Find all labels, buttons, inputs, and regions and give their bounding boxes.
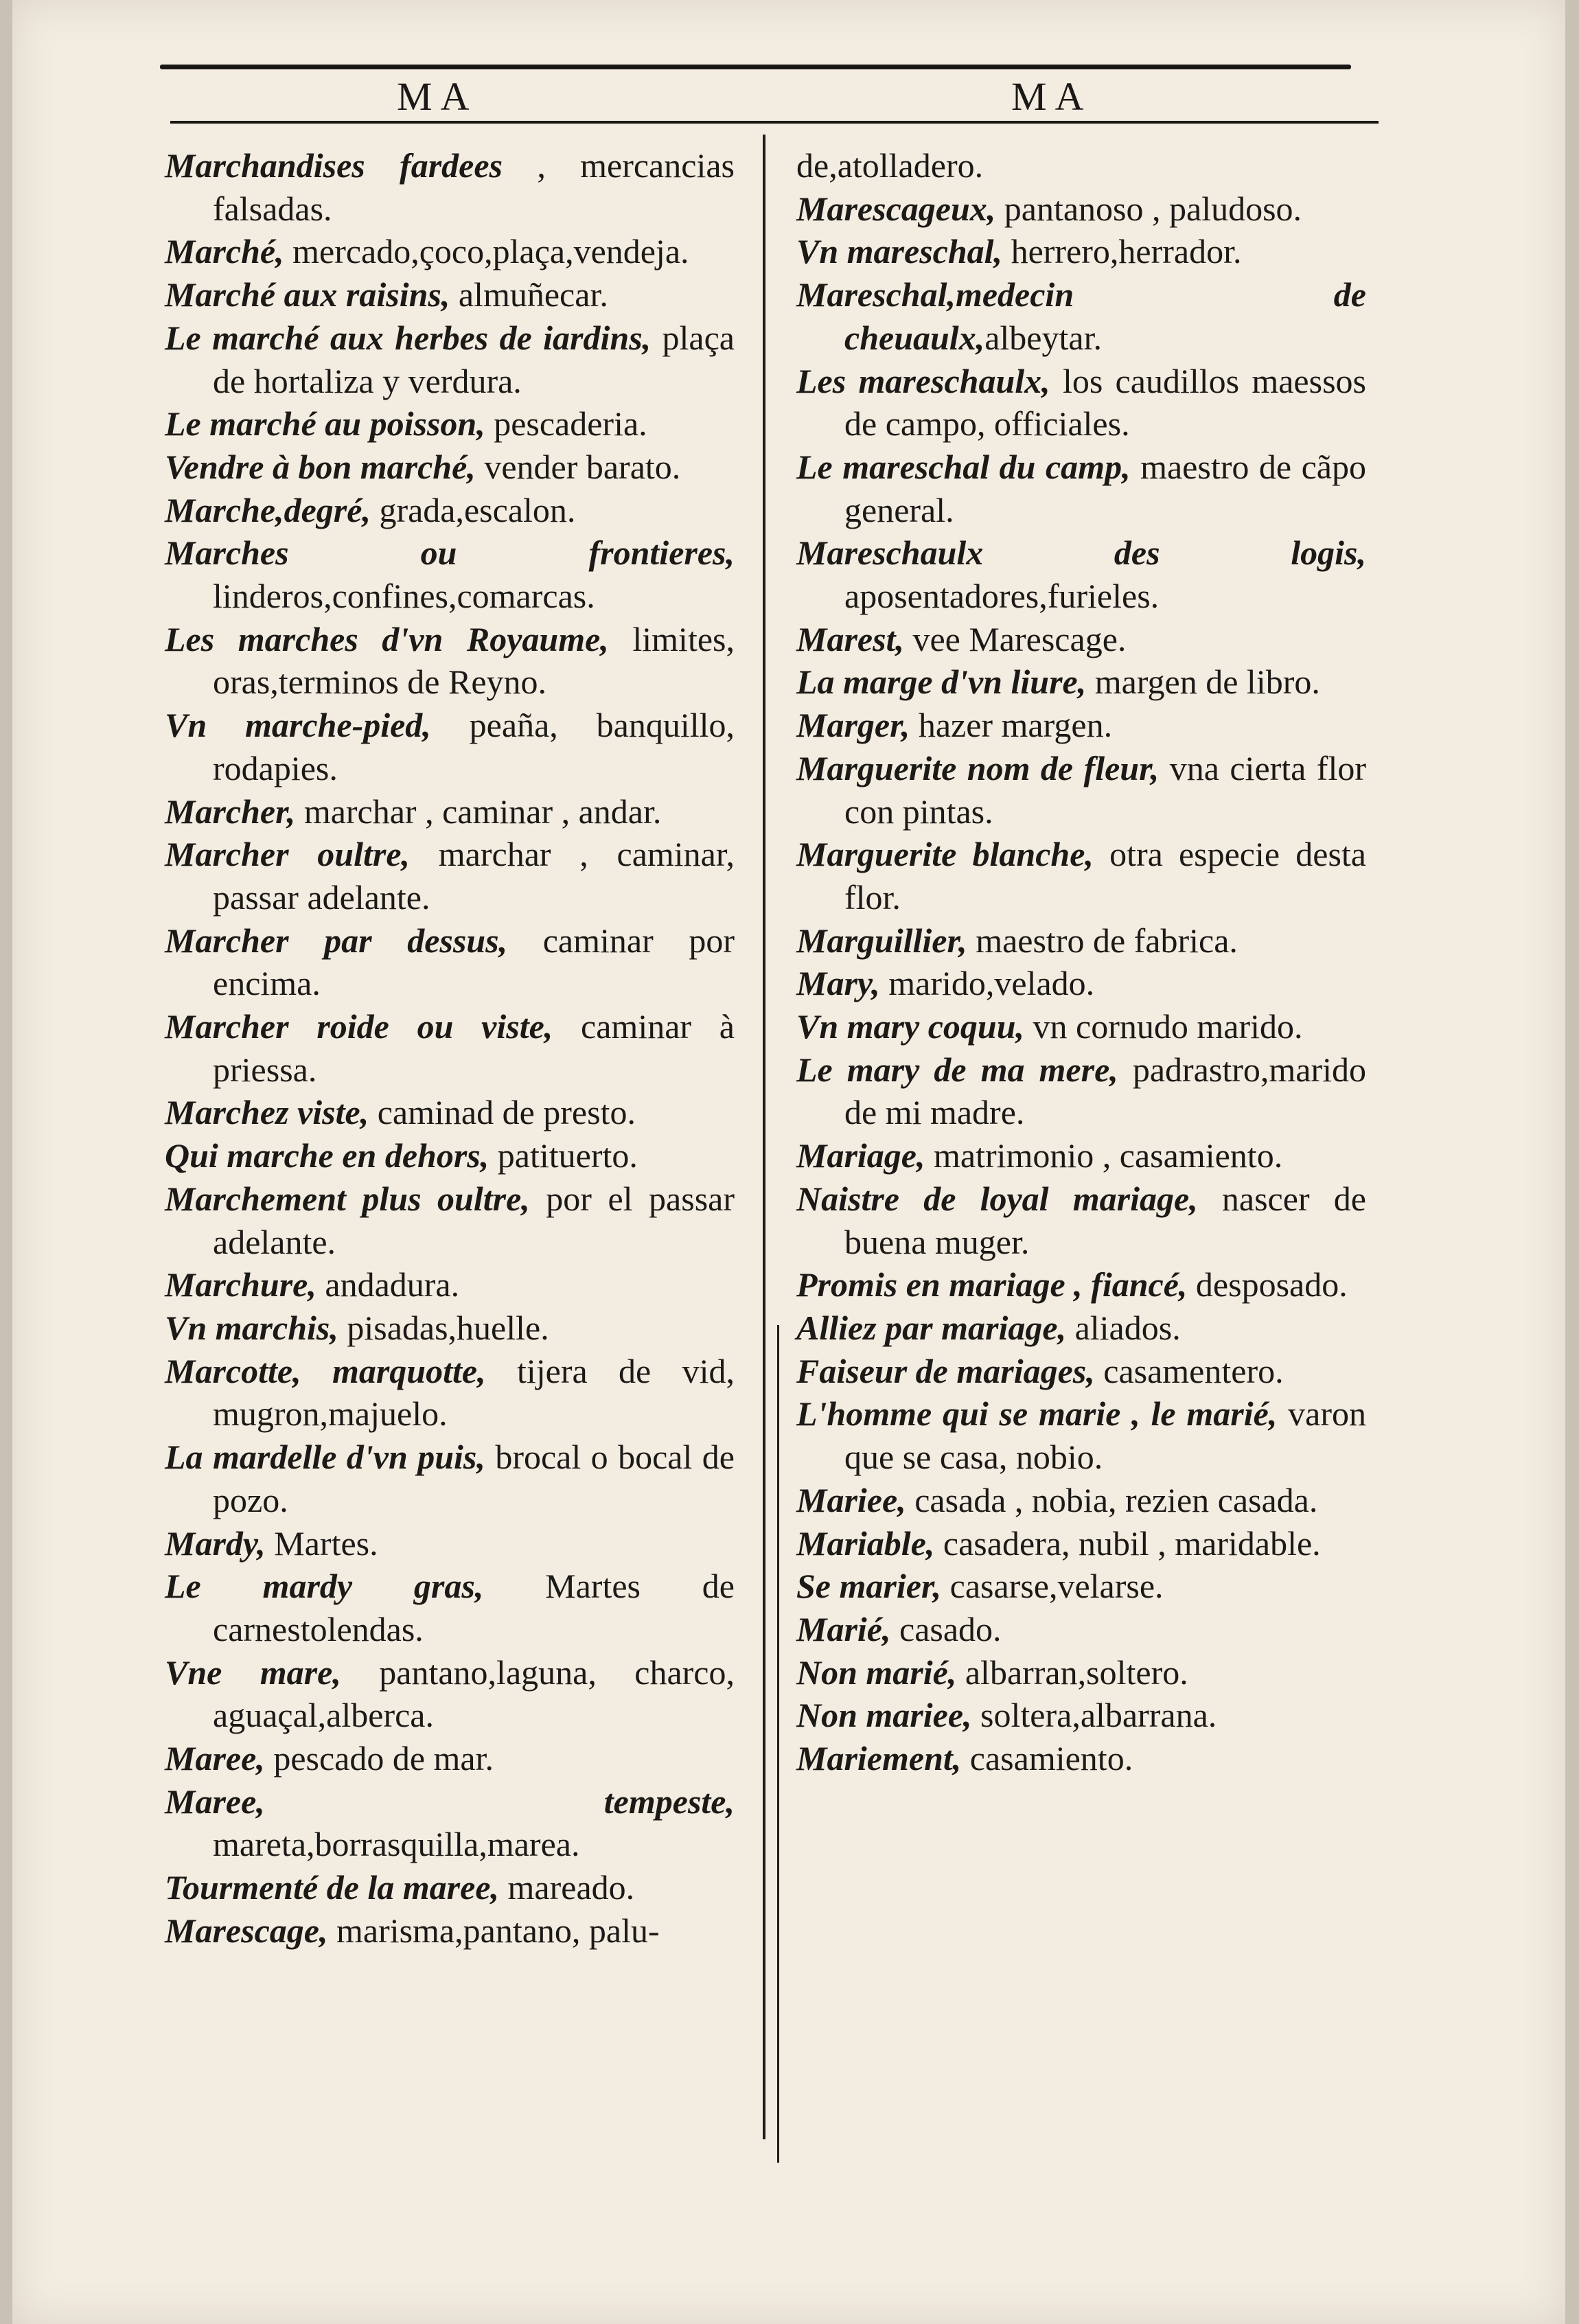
dictionary-entry: [796, 962, 1366, 1005]
dictionary-entry: [165, 1177, 735, 1263]
entry-headword: La marge d'vn liure,: [796, 663, 1087, 702]
dictionary-entry: [165, 704, 735, 790]
entry-translation: otra especie desta flor.: [844, 835, 1366, 917]
entry-translation: mareado.: [499, 1868, 635, 1907]
entry-translation: casadera, nubil , maridable.: [934, 1523, 1321, 1563]
dictionary-entry: [165, 833, 735, 919]
entry-translation: marisma,pantano, palu-: [327, 1911, 660, 1950]
entry-headword: Marguillier,: [796, 921, 967, 960]
entry-headword: Vn mary coquu,: [796, 1007, 1025, 1046]
entry-translation: hazer margen.: [910, 706, 1113, 745]
dictionary-entry: [796, 618, 1366, 661]
entry-translation: albarran,soltero.: [956, 1653, 1188, 1692]
dictionary-entry: [165, 1522, 735, 1565]
dictionary-entry: [796, 187, 1366, 231]
dictionary-entry: [165, 618, 735, 704]
dictionary-entry: [165, 1263, 735, 1307]
entry-headword: Mariable,: [796, 1523, 935, 1563]
dictionary-entry: [796, 1694, 1366, 1737]
dictionary-entry: [165, 919, 735, 1005]
entry-translation: maestro de fabrica.: [967, 921, 1238, 960]
dictionary-entry: [796, 660, 1366, 704]
entry-translation: almuñecar.: [450, 275, 608, 314]
entry-translation: peaña, banquillo, rodapies.: [213, 706, 735, 787]
dictionary-entry: [165, 446, 735, 489]
entry-translation: casamiento.: [961, 1739, 1133, 1778]
entry-translation: caminad de presto.: [369, 1093, 636, 1132]
entry-headword: Naistre de loyal mariage,: [796, 1179, 1198, 1218]
dictionary-entry: [796, 1392, 1366, 1478]
entry-translation: mercado,çoco,plaça,vendeja.: [284, 232, 689, 271]
entry-headword: Mareschaulx des logis,: [796, 533, 1366, 573]
entry-translation: varon que se casa, nobio.: [844, 1394, 1366, 1477]
dictionary-entry: [165, 1005, 735, 1091]
entry-headword: Marchure,: [165, 1265, 316, 1304]
dictionary-entry: [796, 1350, 1366, 1393]
entry-headword: Marescage,: [165, 1911, 328, 1950]
entry-translation: vn cornudo marido.: [1024, 1007, 1303, 1046]
entry-headword: Le marché au poisson,: [165, 404, 485, 444]
column-divider: [763, 135, 765, 2139]
dictionary-entry: [165, 1780, 735, 1866]
dictionary-entry: [165, 1350, 735, 1436]
dictionary-entry: [796, 1737, 1366, 1780]
entry-translation: limites, oras,terminos de Reyno.: [213, 619, 735, 702]
dictionary-entry: [796, 1134, 1366, 1177]
entry-translation: pantanoso , paludoso.: [995, 189, 1302, 228]
entry-translation: albeytar.: [984, 318, 1102, 357]
entry-headword: Le marché aux herbes de iardins,: [165, 318, 652, 357]
entry-headword: Maree,: [165, 1739, 265, 1778]
entry-translation: plaça de hortaliza y verdura.: [213, 318, 735, 400]
dictionary-entry: [796, 1522, 1366, 1565]
entry-translation: pescaderia.: [485, 404, 647, 444]
dictionary-entry: [796, 1307, 1366, 1350]
entry-headword: Promis en mariage , fiancé,: [796, 1265, 1188, 1304]
dictionary-entry: [796, 919, 1366, 963]
entry-headword: Vn marche-pied,: [165, 706, 431, 745]
entry-translation: desposado.: [1187, 1265, 1348, 1304]
entry-translation: pantano,laguna, charco, aguaçal,alberca.: [213, 1653, 735, 1735]
top-rule: [160, 65, 1351, 69]
dictionary-entry: [796, 446, 1366, 531]
entry-headword: Alliez par mariage,: [796, 1308, 1067, 1347]
entry-translation: maestro de cãpo general.: [844, 447, 1366, 529]
dictionary-entry: [796, 230, 1366, 273]
entry-headword: Se marier,: [796, 1567, 942, 1606]
entry-translation: tijera de vid, mugron,majuelo.: [213, 1351, 735, 1434]
dictionary-entry: [796, 273, 1366, 359]
entry-headword: Marguerite nom de fleur,: [796, 748, 1160, 787]
running-head-right: MA: [1011, 74, 1092, 119]
dictionary-entry: [165, 1436, 735, 1521]
entry-headword: Marcher par dessus,: [165, 921, 508, 960]
entry-headword: Le mardy gras,: [165, 1567, 484, 1606]
column-divider-secondary: [777, 1325, 779, 2163]
dictionary-entry: [165, 273, 735, 317]
header-rule: [170, 121, 1379, 124]
entry-translation: caminar por encima.: [213, 921, 735, 1003]
entry-headword: Mardy,: [165, 1523, 266, 1563]
entry-headword: Mary,: [796, 964, 880, 1003]
dictionary-entry: [796, 1263, 1366, 1307]
entry-translation: margen de libro.: [1086, 663, 1320, 702]
book-page: [12, 0, 1565, 2324]
dictionary-entry: [165, 1307, 735, 1350]
entry-translation: matrimonio , casamiento.: [925, 1136, 1283, 1175]
entry-headword: Non mariee,: [796, 1696, 972, 1735]
entry-headword: Marchandises fardees: [165, 146, 503, 185]
entry-headword: Faiseur de mariages,: [796, 1351, 1095, 1390]
dictionary-entry: [165, 1866, 735, 1909]
running-head-left: MA: [397, 74, 478, 119]
entry-translation: nascer de buena muger.: [844, 1179, 1366, 1261]
dictionary-entry: [165, 1737, 735, 1780]
entry-translation: , mercancias falsadas.: [213, 146, 735, 228]
entry-headword: Mariage,: [796, 1136, 925, 1175]
dictionary-entry: [165, 317, 735, 402]
entry-translation: patituerto.: [489, 1136, 638, 1175]
entry-headword: Mariee,: [796, 1480, 906, 1519]
dictionary-entry: [165, 402, 735, 446]
entry-translation: Martes de carnestolendas.: [213, 1567, 735, 1648]
entry-translation: por el passar adelante.: [213, 1179, 735, 1261]
entry-translation: vender barato.: [475, 447, 681, 486]
entry-headword: Maree, tempeste,: [165, 1782, 735, 1821]
left-column: [165, 144, 735, 1953]
entry-translation: brocal o bocal de pozo.: [213, 1438, 735, 1519]
entry-translation: marchar , caminar, passar adelante.: [213, 835, 735, 917]
entry-headword: Tourmenté de la maree,: [165, 1868, 500, 1907]
dictionary-entry: [796, 704, 1366, 747]
entry-translation: casado.: [890, 1609, 1002, 1648]
dictionary-entry: [165, 489, 735, 532]
dictionary-entry: [796, 1651, 1366, 1694]
entry-headword: Les mareschaulx,: [796, 361, 1050, 400]
entry-translation: grada,escalon.: [370, 490, 576, 529]
dictionary-entry: [796, 1608, 1366, 1651]
dictionary-entry: [796, 531, 1366, 617]
entry-headword: Marché,: [165, 232, 284, 271]
entry-headword: Marchez viste,: [165, 1093, 369, 1132]
entry-headword: Vn marchis,: [165, 1308, 338, 1347]
dictionary-entry: [165, 1091, 735, 1134]
entry-translation: los caudillos maessos de campo, officiales.: [844, 361, 1366, 444]
dictionary-entry: [165, 230, 735, 273]
entry-headword: Marches ou frontieres,: [165, 533, 735, 573]
dictionary-entry: [796, 1479, 1366, 1522]
entry-translation: marchar , caminar , andar.: [295, 792, 662, 831]
entry-headword: Vne mare,: [165, 1653, 341, 1692]
entry-headword: Non marié,: [796, 1653, 957, 1692]
entry-translation: caminar à priessa.: [213, 1007, 735, 1089]
dictionary-entry: [796, 1177, 1366, 1263]
entry-headword: Mareschal,medecin de cheuaulx,: [796, 275, 1366, 357]
entry-headword: L'homme qui se marie , le marié,: [796, 1394, 1278, 1434]
entry-headword: Le mareschal du camp,: [796, 447, 1131, 486]
entry-translation: mareta,borrasquilla,marea.: [213, 1825, 580, 1864]
entry-headword: Marger,: [796, 706, 910, 745]
entry-translation: casamentero.: [1094, 1351, 1284, 1390]
entry-translation: vna cierta flor con pintas.: [844, 748, 1366, 831]
entry-translation: pisadas,huelle.: [338, 1308, 549, 1347]
entry-translation: linderos,confines,comarcas.: [213, 577, 595, 616]
entry-headword: Marest,: [796, 619, 904, 658]
dictionary-entry: [165, 1134, 735, 1177]
dictionary-entry: [165, 144, 735, 230]
dictionary-entry: [165, 790, 735, 833]
entry-translation: aliados.: [1066, 1308, 1181, 1347]
entry-translation: casada , nobia, rezien casada.: [906, 1480, 1318, 1519]
dictionary-entry: [796, 747, 1366, 833]
entry-headword: Marche,degré,: [165, 490, 371, 529]
entry-headword: Qui marche en dehors,: [165, 1136, 489, 1175]
entry-translation: Martes.: [265, 1523, 378, 1563]
entry-headword: Marché aux raisins,: [165, 275, 450, 314]
entry-headword: Le mary de ma mere,: [796, 1050, 1118, 1089]
entry-translation: marido,velado.: [879, 964, 1095, 1003]
entry-translation: soltera,albarrana.: [971, 1696, 1217, 1735]
dictionary-entry: [796, 1565, 1366, 1608]
dictionary-entry: [165, 531, 735, 617]
right-column: [796, 144, 1366, 1780]
entry-translation: aposentadores,furieles.: [844, 577, 1160, 616]
entry-headword: La mardelle d'vn puis,: [165, 1438, 485, 1477]
dictionary-entry: [796, 1048, 1366, 1134]
dictionary-entry: [165, 1565, 735, 1650]
entry-headword: Marescageux,: [796, 189, 996, 228]
entry-translation: vee Marescage.: [903, 619, 1127, 658]
entry-headword: Marcher roide ou viste,: [165, 1007, 553, 1046]
entry-headword: Marcher,: [165, 792, 296, 831]
entry-headword: Les marches d'vn Royaume,: [165, 619, 609, 658]
dictionary-entry: [796, 144, 1366, 187]
dictionary-entry: [165, 1909, 735, 1953]
entry-headword: Marcotte, marquotte,: [165, 1351, 486, 1390]
entry-headword: Marchement plus oultre,: [165, 1179, 530, 1218]
dictionary-entry: [165, 1651, 735, 1737]
dictionary-entry: [796, 1005, 1366, 1048]
entry-translation: padrastro,marido de mi madre.: [844, 1050, 1366, 1132]
entry-headword: Marié,: [796, 1609, 891, 1648]
entry-headword: Mariement,: [796, 1739, 962, 1778]
entry-headword: Marguerite blanche,: [796, 835, 1094, 874]
dictionary-entry: [796, 360, 1366, 446]
entry-headword: Marcher oultre,: [165, 835, 411, 874]
entry-translation: de,atolladero.: [796, 146, 984, 185]
entry-headword: Vendre à bon marché,: [165, 447, 476, 486]
entry-translation: casarse,velarse.: [941, 1567, 1164, 1606]
entry-translation: andadura.: [316, 1265, 460, 1304]
dictionary-entry: [796, 833, 1366, 919]
entry-translation: pescado de mar.: [264, 1739, 494, 1778]
entry-headword: Vn mareschal,: [796, 232, 1003, 271]
entry-translation: herrero,herrador.: [1002, 232, 1242, 271]
